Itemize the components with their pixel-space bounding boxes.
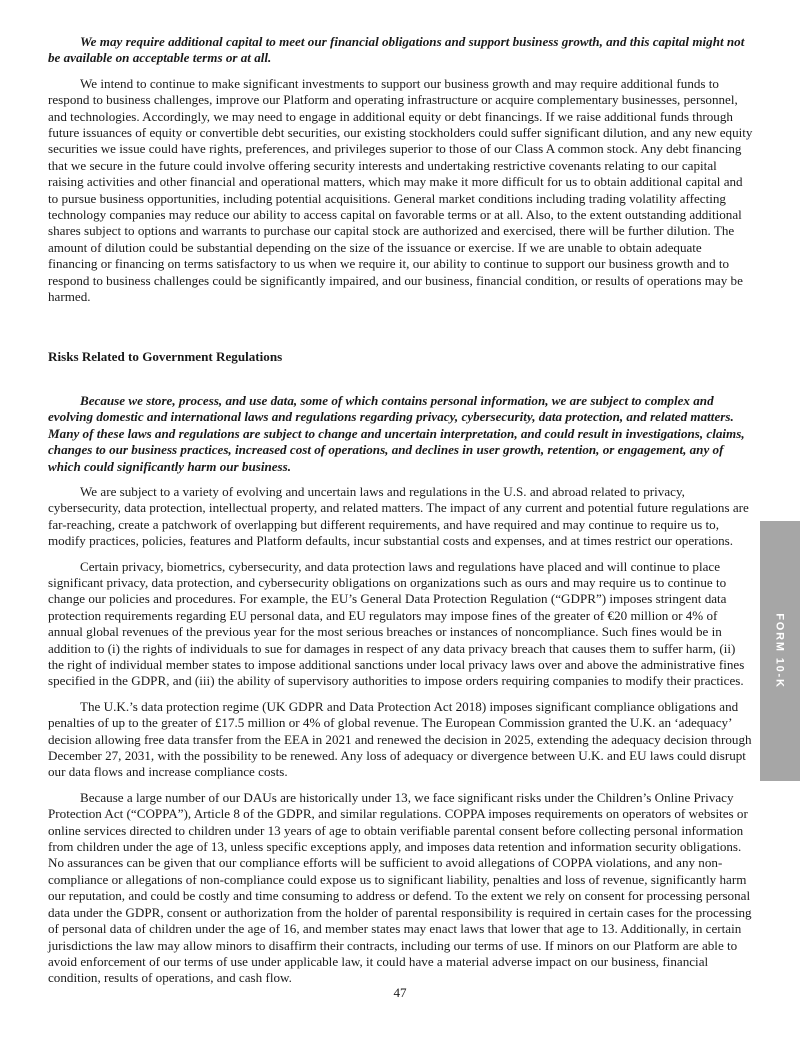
- document-body: [48, 34, 753, 996]
- side-tab-label: FORM 10-K: [774, 613, 787, 689]
- body-paragraph-laws: We are subject to a variety of evolving and uncertain laws and regulations in the U.S. and abroad related to privacy, cybersecurity, data protection, intellectual property, and related matters. The impact of any current and potential future regulations are far-reaching, create a patchwork of overlapping but different requirements, and have required and may continue to require us to, modify practices, policies, features and Platform defaults, incur substantial costs and expenses, and at times restrict our operations.: [48, 483, 749, 549]
- section-heading: Risks Related to Government Regulations: [48, 348, 283, 364]
- risk-heading-data-privacy: Because we store, process, and use data, some of which contains personal information, we are subject to complex and evolving domestic and international laws and regulations regarding privacy, cybersecurity, data protection, and related matters. Many of these laws and regulations are subject to change and uncertain interpretation, and could result in investigations, claims, changes to our business practices, increased cost of operations, and declines in user growth, retention, or engagement, any of which could significantly harm our business.: [48, 392, 745, 474]
- form-10k-side-tab: [760, 521, 800, 781]
- body-paragraph-uk: The U.K.’s data protection regime (UK GDPR and Data Protection Act 2018) imposes significant compliance obligations and penalties of up to the greater of £17.5 million or 4% of global revenue. The European Commission granted the U.K. an ‘adequacy’ decision allowing free data transfer from the EEA in 2021 and renewed the decision in 2025, extending the adequacy decision through December 27, 2031, with the possibility to be renewed. Any loss of adequacy or divergence between U.K. and EU laws could disrupt our data flows and increase compliance costs.: [48, 698, 752, 780]
- risk-heading-capital: We may require additional capital to meet our financial obligations and support business growth, and this capital might not be available on acceptable terms or at all.: [48, 34, 745, 66]
- body-paragraph-capital: We intend to continue to make significant investments to support our business growth and may require additional funds to respond to business challenges, improve our Platform and operating infrastructure or acquire complementary businesses, personnel, and technologies. Accordingly, we may need to engage in additional equity or debt financings. If we raise additional funds through future issuances of equity or convertible debt securities, our existing stockholders could suffer significant dilution, and any new equity securities we issue could have rights, preferences, and privileges superior to those of our Class A common stock. Any debt financing that we secure in the future could involve offering security interests and undertaking restrictive covenants relating to our capital raising activities and other financial and operational matters, which may make it more difficult for us to obtain additional capital and to pursue business opportunities, including potential acquisitions. General market conditions including trading volatility affecting technology companies may reduce our ability to access capital on favorable terms or at all. Also, to the extent outstanding additional shares subject to options and warrants to purchase our capital stock are authorized and exercised, there will be further dilution. The amount of dilution could be substantial depending on the size of the issuance or exercise. If we are unable to obtain adequate financing or financing on terms satisfactory to us when we require it, our ability to continue to support our business growth and to respond to business challenges could be significantly impaired, and our business, financial condition, or results of operations may be harmed.: [48, 75, 753, 305]
- page-number: 47: [393, 985, 407, 1000]
- body-paragraph-coppa: Because a large number of our DAUs are historically under 13, we face significant risks under the Children’s Online Privacy Protection Act (“COPPA”), Article 8 of the GDPR, and similar regulations. COPPA imposes requirements on operators of websites or online services directed to children under 13 years of age to obtain verifiable parental consent before collecting personal information from children under the age of 13, unless specific exceptions apply, and imposes data retention and information security obligations. No assurances can be given that our compliance efforts will be sufficient to avoid allegations of COPPA violations, and any non-compliance or allegations of non-compliance could expose us to significant liability, penalties and loss of revenue, significantly harm our reputation, and could be costly and time consuming to address or defend. To the extent we rely on consent for processing personal data under the GDPR, consent or authorization from the holder of parental responsibility is required in certain cases for the processing of personal data of children under the age of 16, and member states may enact laws that lower that age to 13. Additionally, in certain jurisdictions the law may allow minors to disaffirm their contracts, including our terms of use. If minors on our Platform are able to avoid enforcement of our terms of use under applicable law, it could have a material adverse impact on our business, financial condition, results of operations, and cash flow.: [48, 789, 752, 986]
- body-paragraph-gdpr: Certain privacy, biometrics, cybersecurity, and data protection laws and regulations have placed and will continue to place significant privacy, data protection, and cybersecurity obligations on organizations such as ours and may require us to continue to change our policies and procedures. For example, the EU’s General Data Protection Regulation (“GDPR”) imposes stringent data protection requirements regarding EU personal data, and EU regulators may impose fines of the greater of €20 million or 4% of annual global revenues of the previous year for the most serious breaches or instances of noncompliance. Such fines would be in addition to (i) the rights of individuals to sue for damages in respect of any data privacy breach that causes them to suffer harm, (ii) the right of individual member states to impose additional sanctions under local privacy laws over and above the administrative fines specified in the GDPR, and (iii) the ability of supervisory authorities to impose orders requiring companies to modify their practices.: [48, 558, 745, 689]
